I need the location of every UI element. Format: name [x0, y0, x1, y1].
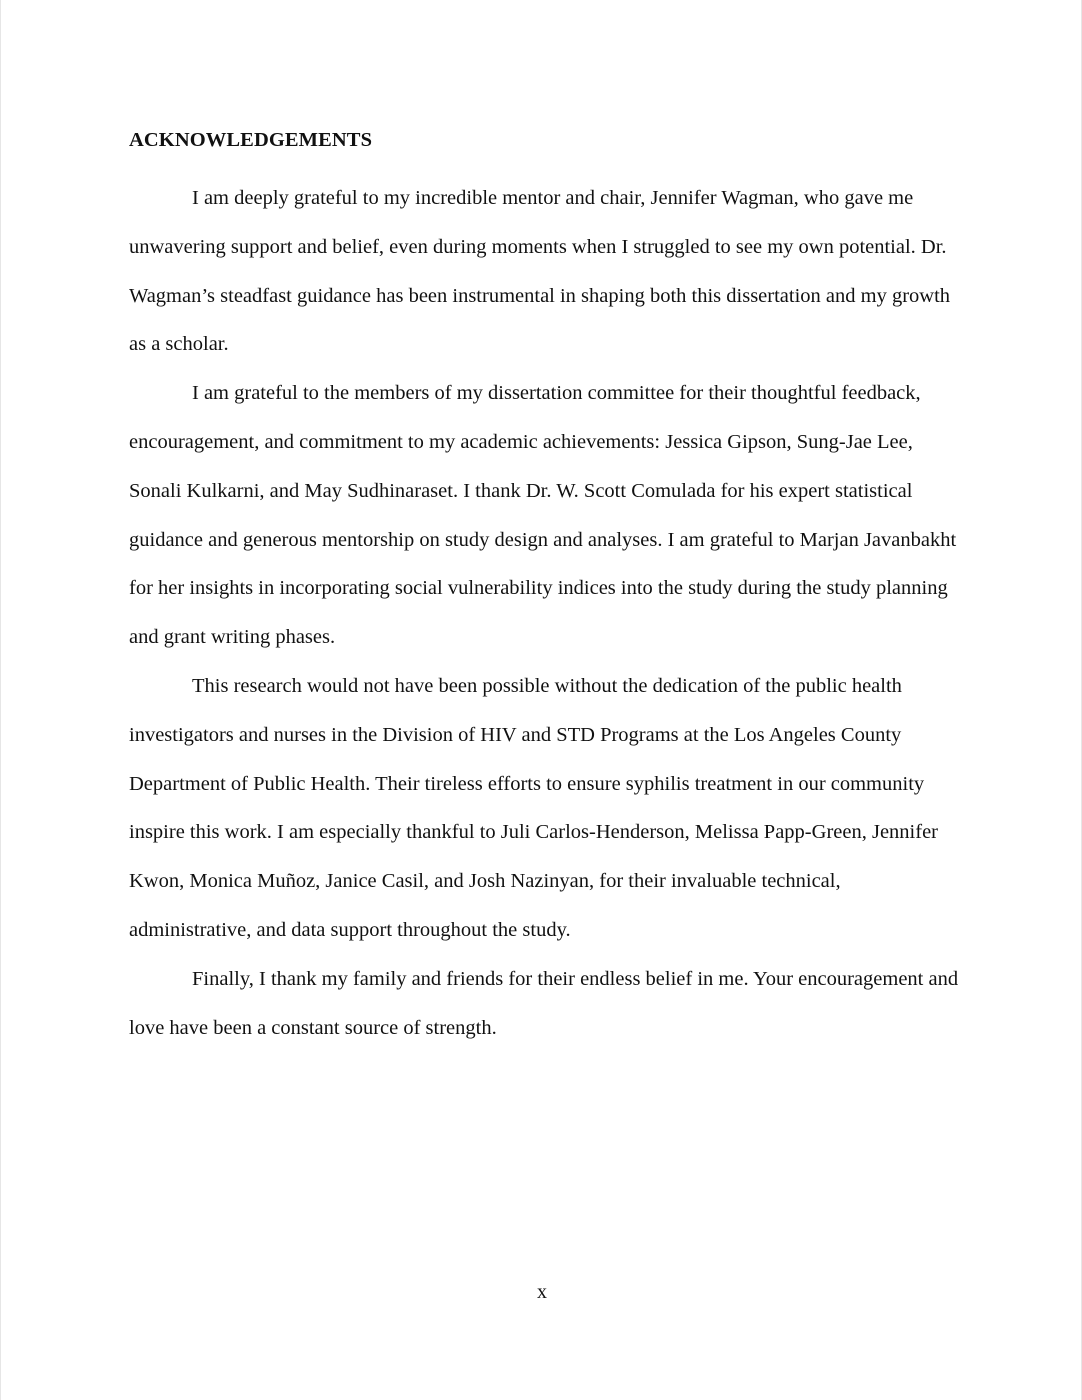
paragraph-family: Finally, I thank my family and friends for their endless belief in me. Your encouragement and love have been a constant source of strength. [129, 967, 959, 1039]
paragraph-mentor: I am deeply grateful to my incredible mentor and chair, Jennifer Wagman, who gave me unwavering support and belief, even during moments when I struggled to see my own potential. Dr. Wagman’s steadfast guidance has been instrumental in shaping both this dissertation and my growth as a scholar. [129, 187, 951, 356]
page-number: x [537, 1281, 547, 1303]
paragraph-committee: I am grateful to the members of my dissertation committee for their thoughtful feedback, encouragement, and commitment to my academic achievements: Jessica Gipson, Sung-Jae Lee, Sonali Kulkarni, and May Sudhinaraset. I thank Dr. W. Scott Comulada for his expert statistical guidance and generous mentorship on study design and analyses. I am grateful to Marjan Javanbakht for her insights in incorporating social vulnerability indices into the study during the study planning and grant writing phases. [129, 382, 957, 649]
page-content [129, 126, 959, 1052]
section-heading: ACKNOWLEDGEMENTS [129, 129, 373, 151]
paragraph-public-health: This research would not have been possible without the dedication of the public health investigators and nurses in the Division of HIV and STD Programs at the Los Angeles County Department of Public Health. Their tireless efforts to ensure syphilis treatment in our community inspire this work. I am especially thankful to Juli Carlos-Henderson, Melissa Papp-Green, Jennifer Kwon, Monica Muñoz, Janice Casil, and Josh Nazinyan, for their invaluable technical, administrative, and data support throughout the study. [129, 674, 938, 941]
